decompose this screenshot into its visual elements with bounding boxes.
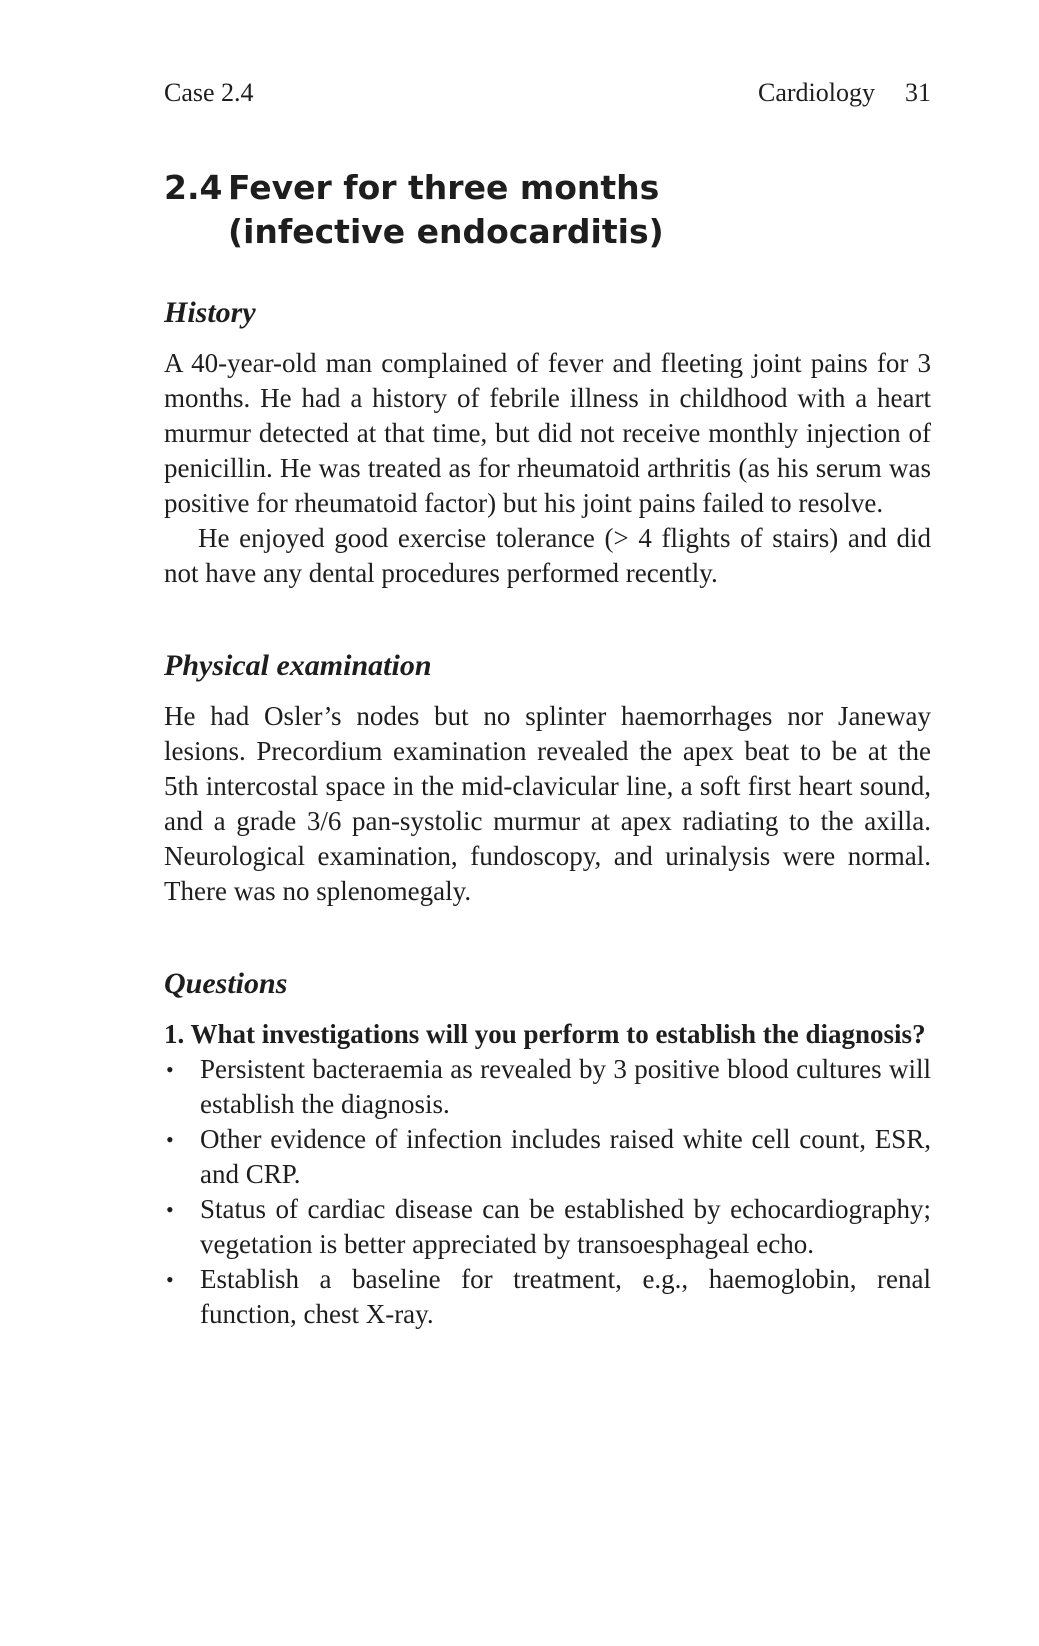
answer-text: Establish a baseline for treatment, e.g., haemoglobin, renal function, chest X-ray. — [200, 1264, 931, 1329]
list-item — [164, 1192, 931, 1262]
bullet-icon: • — [166, 1267, 174, 1292]
running-head — [164, 78, 931, 118]
case-title — [164, 166, 931, 254]
answer-text: Other evidence of infection includes raised white cell count, ESR, and CRP. — [200, 1124, 931, 1189]
bullet-icon: • — [166, 1197, 174, 1222]
history-paragraph: A 40-year-old man complained of fever and fleeting joint pains for 3 months. He had a history of febrile illness in childhood with a heart murmur detected at that time, but did not receive monthly injection of penicillin. He was treated as for rheumatoid arthritis (as his serum was positive for rheumatoid factor) but his joint pains failed to resolve. — [164, 348, 931, 518]
question-text: 1. What investigations will you perform to establish the diagnosis? — [164, 1019, 926, 1049]
running-head-right — [758, 78, 931, 108]
question-block — [164, 1017, 931, 1332]
case-title-text: Fever for three months (infective endocarditis) — [228, 168, 664, 251]
chapter-name: Cardiology — [758, 78, 875, 107]
questions-heading: Questions — [164, 967, 288, 1000]
list-item — [164, 1122, 931, 1192]
list-item — [164, 1262, 931, 1332]
physical-examination-paragraph: He had Osler’s nodes but no splinter haemorrhages nor Janeway lesions. Precordium examination revealed the apex beat to be at the 5th intercostal space in the mid-clavicular line, a soft first heart sound, and a grade 3/6 pan-systolic murmur at apex radiating to the axilla. Neurological examination, fundoscopy, and urinalysis were normal. There was no splenomegaly. — [164, 701, 931, 906]
answer-text: Status of cardiac disease can be established by echocardiography; vegetation is better appreciated by transoesphageal echo. — [200, 1194, 931, 1259]
list-item — [164, 1052, 931, 1122]
physical-examination-body — [164, 699, 931, 909]
answer-text: Persistent bacteraemia as revealed by 3 positive blood cultures will establish the diagnosis. — [200, 1054, 931, 1119]
history-paragraph: He enjoyed good exercise tolerance (> 4 flights of stairs) and did not have any dental procedures performed recently. — [164, 523, 931, 588]
physical-examination-heading: Physical examination — [164, 649, 432, 682]
history-body — [164, 346, 931, 591]
case-label: Case 2.4 — [164, 78, 254, 107]
case-number: 2.4 — [164, 168, 223, 207]
history-heading: History — [164, 296, 256, 329]
bullet-icon: • — [166, 1127, 174, 1152]
page-number: 31 — [905, 78, 931, 107]
answer-list — [164, 1052, 931, 1332]
bullet-icon: • — [166, 1057, 174, 1082]
